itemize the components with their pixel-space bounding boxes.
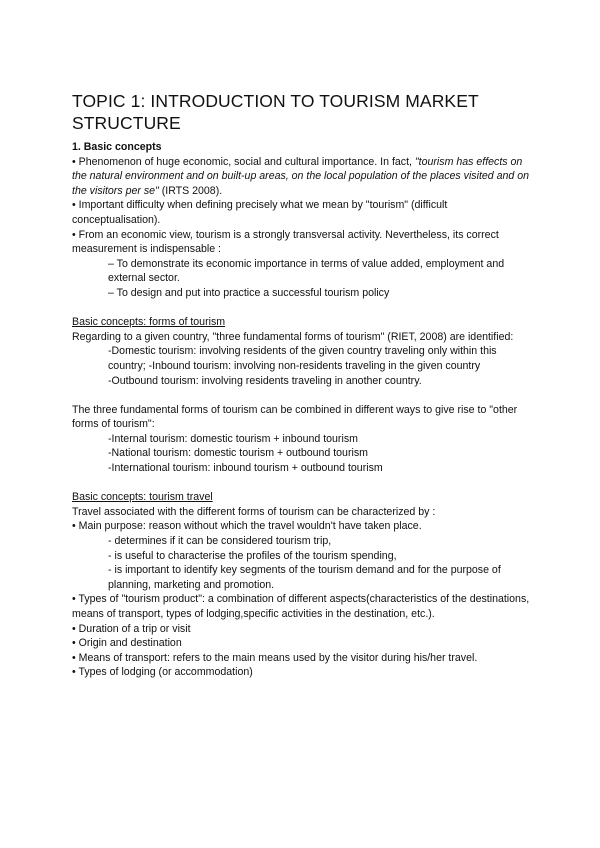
bullet-duration: • Duration of a trip or visit: [72, 622, 191, 635]
bullet-phenomenon: [72, 155, 532, 199]
sub-item-economic-importance: – To demonstrate its economic importance in terms of value added, employment and external sector.: [108, 257, 505, 285]
section-heading-forms-of-tourism: Basic concepts: forms of tourism: [72, 316, 226, 329]
spacer: [72, 476, 532, 491]
form-internal: -Internal tourism: domestic tourism + inbound tourism: [108, 432, 358, 445]
page-title: TOPIC 1: INTRODUCTION TO TOURISM MARKET STRUCTURE: [72, 91, 479, 133]
bullet-difficulty: • Important difficulty when defining precisely what we mean by "tourism" (difficult conceptualisation).: [72, 199, 448, 226]
bullet-tourism-product: • Types of "tourism product": a combination of different aspects(characteristics of the destinations, means of transport, types of lodging,specific activities in the destination, etc.).: [72, 593, 530, 620]
bullet-types-of-lodging: • Types of lodging (or accommodation): [72, 666, 253, 679]
irts-citation: (IRTS 2008).: [158, 184, 223, 197]
spacer: [72, 301, 532, 316]
sub-item-tourism-policy: – To design and put into practice a successful tourism policy: [108, 286, 390, 299]
travel-intro: Travel associated with the different forms of tourism can be characterized by :: [72, 505, 436, 518]
bullet-means-of-transport: • Means of transport: refers to the main means used by the visitor during his/her travel.: [72, 651, 478, 664]
section-heading-tourism-travel: Basic concepts: tourism travel: [72, 491, 213, 504]
sub-item-key-segments: - is important to identify key segments of the tourism demand and for the purpose of planning, marketing and promotion.: [108, 564, 501, 591]
spacer: [72, 388, 532, 403]
form-national: -National tourism: domestic tourism + outbound tourism: [108, 447, 368, 460]
combined-forms-intro: The three fundamental forms of tourism can be combined in different ways to give rise to "other forms of tourism":: [72, 403, 518, 431]
irts-quote: "tourism has effects on the natural environment and on built-up areas, on the local population of the places visited and on the visitors per se": [72, 155, 530, 197]
bullet-origin-destination: • Origin and destination: [72, 637, 182, 650]
forms-intro: Regarding to a given country, "three fundamental forms of tourism" (RIET, 2008) are identified:: [72, 330, 514, 343]
sub-item-characterise: - is useful to characterise the profiles of the tourism spending,: [108, 549, 397, 562]
form-domestic-inbound: -Domestic tourism: involving residents of the given country traveling only within this country; -Inbound tourism: involving non-residents traveling in the given country: [108, 345, 497, 372]
bullet-phenomenon-text: • Phenomenon of huge economic, social and cultural importance. In fact,: [72, 155, 415, 168]
form-international: -International tourism: inbound tourism + outbound tourism: [108, 462, 383, 475]
bullet-economic-view: • From an economic view, tourism is a strongly transversal activity. Nevertheless, its correct measurement is indispensable :: [72, 228, 499, 256]
sub-item-determines: - determines if it can be considered tourism trip,: [108, 535, 332, 548]
bullet-main-purpose: • Main purpose: reason without which the travel wouldn't have taken place.: [72, 520, 422, 533]
section-heading-basic-concepts: 1. Basic concepts: [72, 141, 162, 153]
form-outbound: -Outbound tourism: involving residents traveling in another country.: [108, 374, 422, 387]
document-page: [72, 90, 532, 680]
